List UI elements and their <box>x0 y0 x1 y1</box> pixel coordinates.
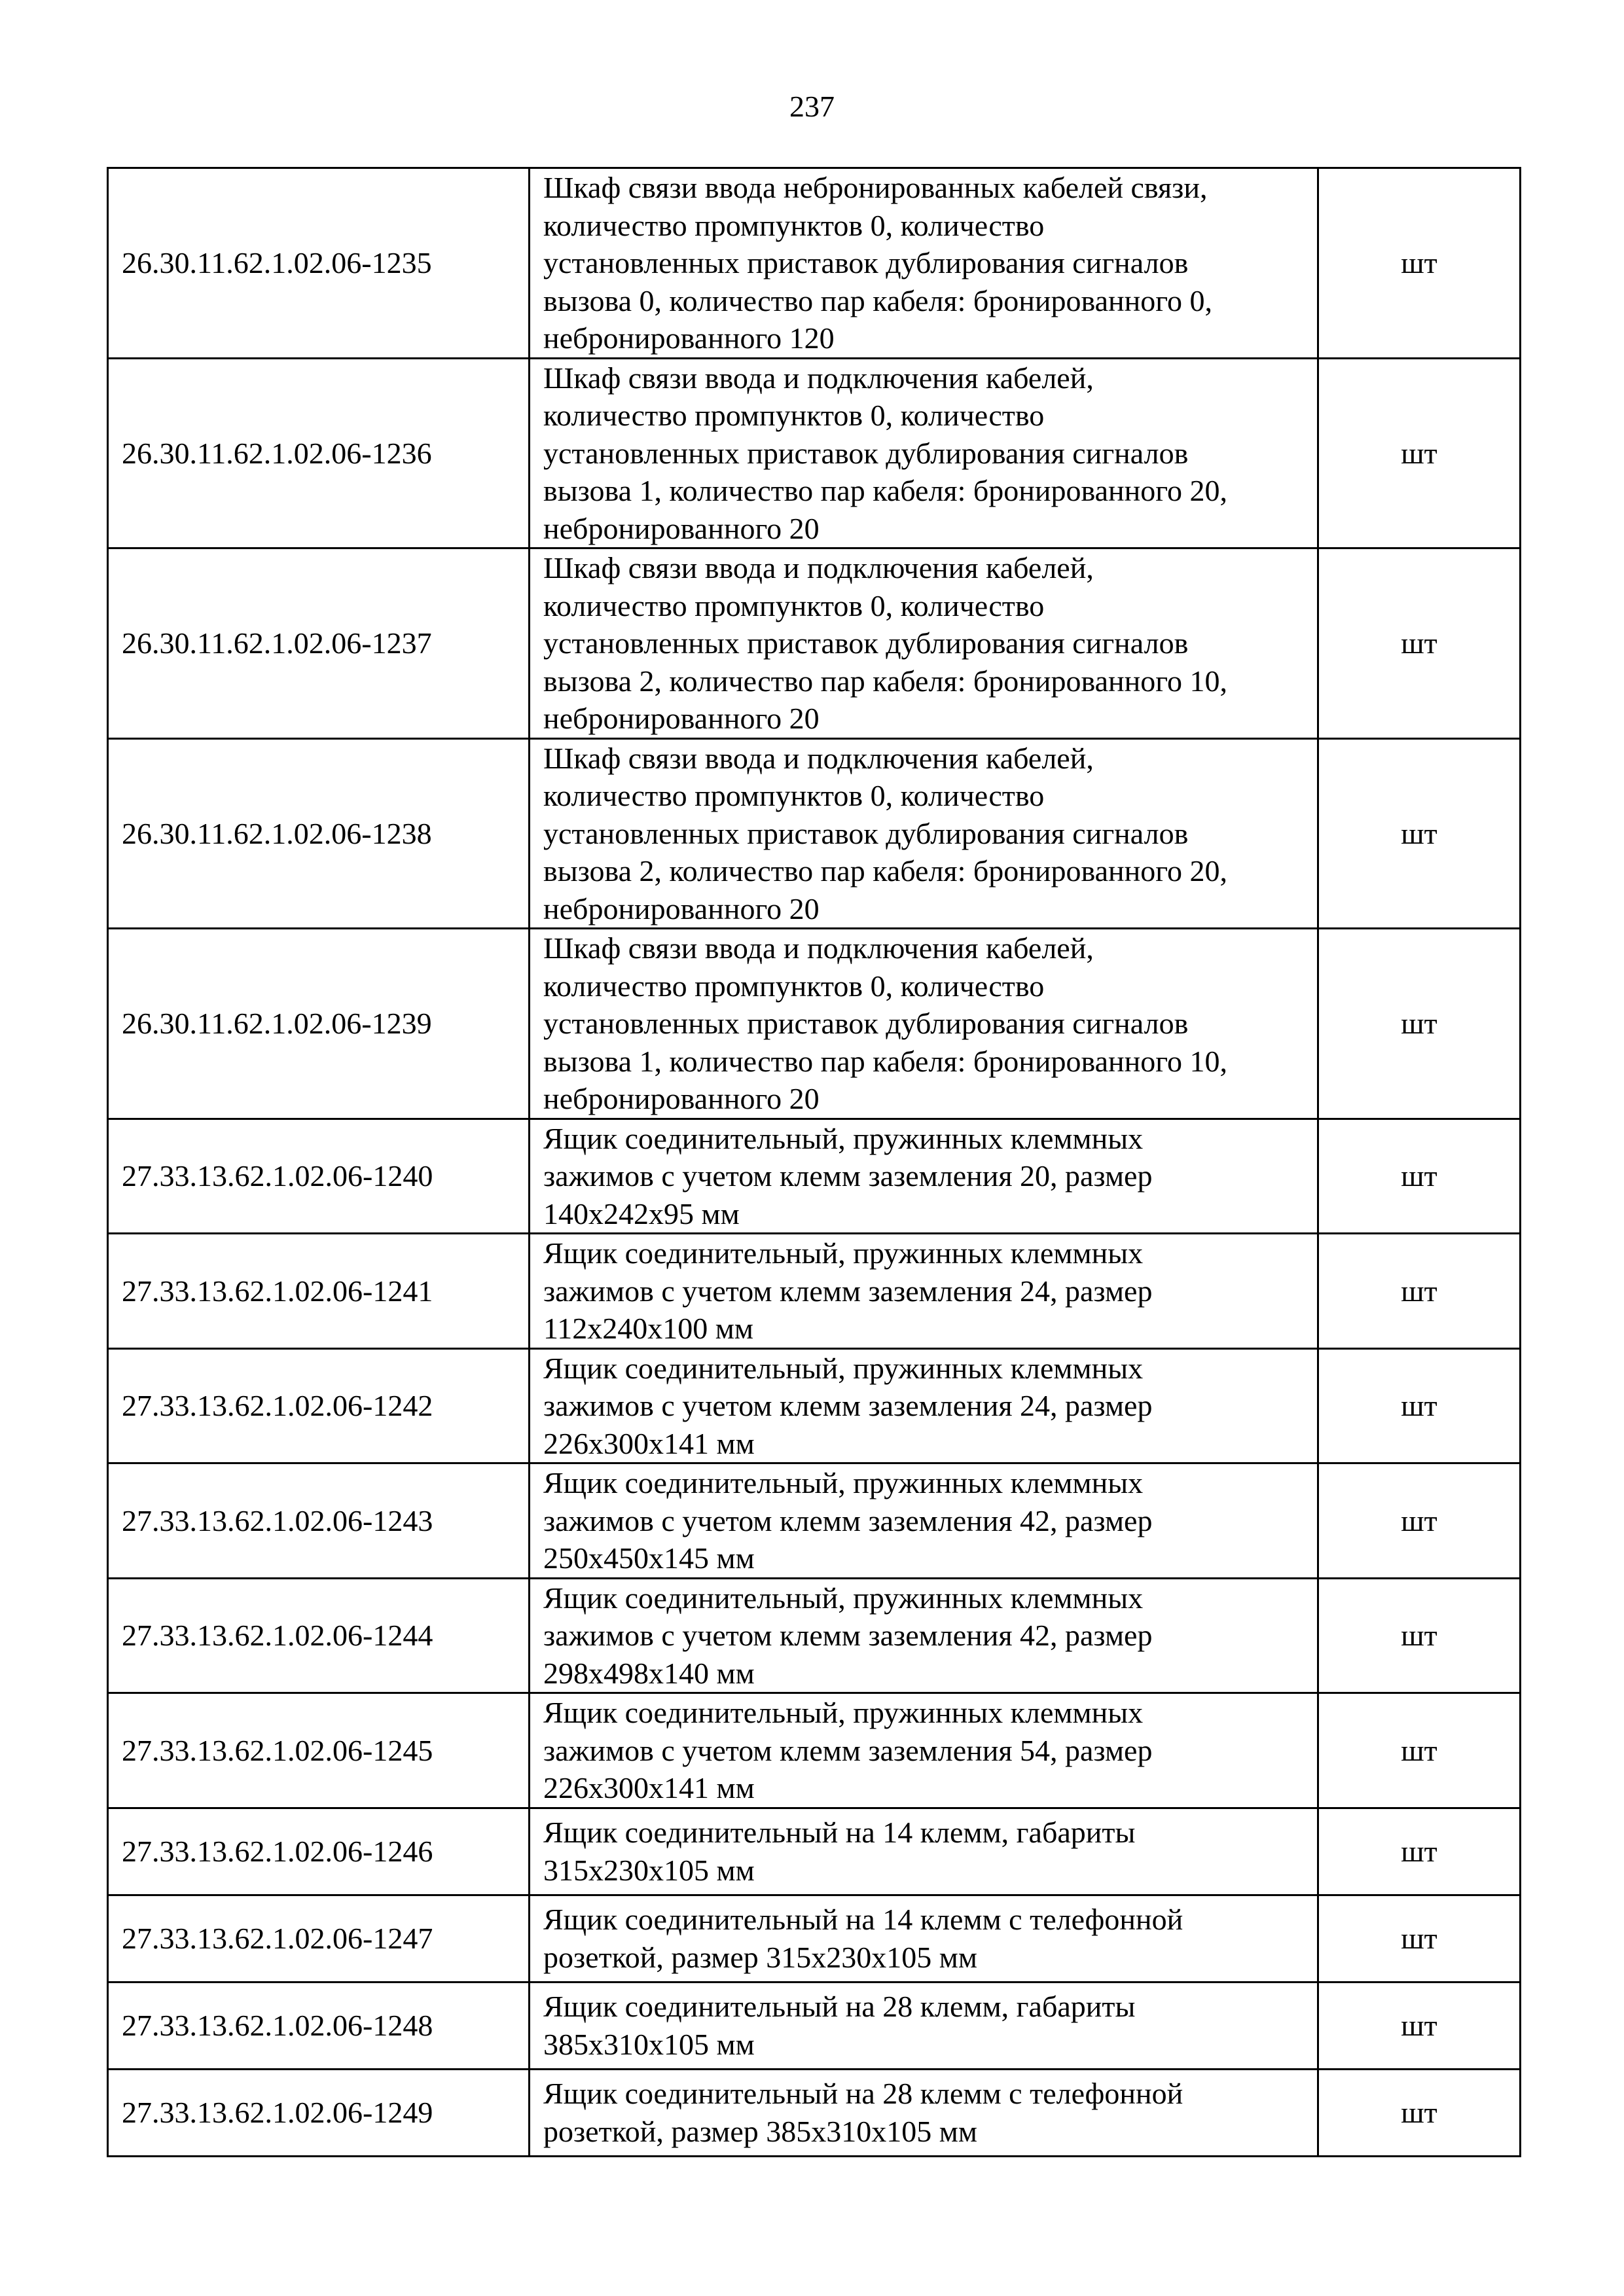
resource-description <box>530 1463 1318 1579</box>
resource-code: 27.33.13.62.1.02.06-1243 <box>108 1463 530 1579</box>
description-line: небронированного 20 <box>543 1082 820 1115</box>
resource-description <box>530 1982 1318 2069</box>
table-row <box>108 1463 1521 1579</box>
unit-of-measure: шт <box>1318 1578 1521 1693</box>
description-line: розеткой, размер 315x230x105 мм <box>543 1940 978 1974</box>
resource-description <box>530 929 1318 1119</box>
description-line: Ящик соединительный, пружинных клеммных <box>543 1581 1144 1615</box>
resource-description <box>530 1895 1318 1982</box>
description-line: 112x240x100 мм <box>543 1312 754 1345</box>
resource-description <box>530 1693 1318 1808</box>
description-line: установленных приставок дублирования сигналов <box>543 816 1189 850</box>
resource-code: 27.33.13.62.1.02.06-1241 <box>108 1234 530 1349</box>
resource-description <box>530 1348 1318 1463</box>
unit-of-measure: шт <box>1318 1463 1521 1579</box>
page-number: 237 <box>789 90 835 123</box>
unit-of-measure: шт <box>1318 1348 1521 1463</box>
resource-code: 27.33.13.62.1.02.06-1248 <box>108 1982 530 2069</box>
table-row <box>108 1348 1521 1463</box>
resource-table <box>107 167 1521 2157</box>
description-line: зажимов с учетом клемм заземления 54, размер <box>543 1733 1153 1767</box>
resource-description <box>530 1234 1318 1349</box>
table-row <box>108 1693 1521 1808</box>
unit-of-measure: шт <box>1318 1693 1521 1808</box>
description-line: Ящик соединительный, пружинных клеммных <box>543 1121 1144 1155</box>
unit-of-measure: шт <box>1318 1982 1521 2069</box>
resource-description <box>530 1578 1318 1693</box>
description-line: зажимов с учетом клемм заземления 42, размер <box>543 1503 1153 1537</box>
description-line: 298x498x140 мм <box>543 1656 755 1690</box>
table-row <box>108 929 1521 1119</box>
description-line: зажимов с учетом клемм заземления 24, размер <box>543 1389 1153 1422</box>
resource-description <box>530 1119 1318 1234</box>
description-line: вызова 1, количество пар кабеля: бронированного 10, <box>543 1044 1227 1078</box>
description-line: установленных приставок дублирования сигналов <box>543 1007 1189 1040</box>
resource-code: 26.30.11.62.1.02.06-1236 <box>108 358 530 548</box>
resource-code: 27.33.13.62.1.02.06-1247 <box>108 1895 530 1982</box>
description-line: 315x230x105 мм <box>543 1853 755 1887</box>
resource-description <box>530 168 1318 359</box>
description-line: небронированного 20 <box>543 891 820 925</box>
description-line: 226x300x141 мм <box>543 1426 755 1460</box>
description-line: Шкаф связи ввода и подключения кабелей, <box>543 741 1094 775</box>
table-row <box>108 168 1521 359</box>
description-line: вызова 2, количество пар кабеля: бронированного 10, <box>543 664 1227 698</box>
unit-of-measure: шт <box>1318 1895 1521 1982</box>
description-line: розеткой, размер 385x310x105 мм <box>543 2114 978 2148</box>
description-line: вызова 1, количество пар кабеля: бронированного 20, <box>543 474 1227 507</box>
table-row <box>108 1808 1521 1895</box>
resource-code: 27.33.13.62.1.02.06-1242 <box>108 1348 530 1463</box>
resource-description <box>530 738 1318 929</box>
description-line: 385x310x105 мм <box>543 2027 755 2061</box>
unit-of-measure: шт <box>1318 2069 1521 2156</box>
description-line: небронированного 120 <box>543 321 835 355</box>
description-line: установленных приставок дублирования сигналов <box>543 626 1189 660</box>
unit-of-measure: шт <box>1318 548 1521 739</box>
description-line: 250x450x145 мм <box>543 1541 755 1575</box>
table-row <box>108 1234 1521 1349</box>
description-line: вызова 0, количество пар кабеля: бронированного 0, <box>543 283 1212 317</box>
description-line: Ящик соединительный, пружинных клеммных <box>543 1351 1144 1385</box>
description-line: количество промпунктов 0, количество <box>543 399 1045 432</box>
description-line: зажимов с учетом клемм заземления 42, размер <box>543 1619 1153 1652</box>
unit-of-measure: шт <box>1318 358 1521 548</box>
unit-of-measure: шт <box>1318 1808 1521 1895</box>
resource-code: 26.30.11.62.1.02.06-1235 <box>108 168 530 359</box>
table-row <box>108 1982 1521 2069</box>
description-line: зажимов с учетом клемм заземления 20, размер <box>543 1159 1153 1193</box>
description-line: небронированного 20 <box>543 511 820 545</box>
table-row <box>108 2069 1521 2156</box>
description-line: количество промпунктов 0, количество <box>543 779 1045 812</box>
description-line: количество промпунктов 0, количество <box>543 969 1045 1003</box>
resource-description <box>530 2069 1318 2156</box>
description-line: Шкаф связи ввода и подключения кабелей, <box>543 931 1094 965</box>
description-line: Ящик соединительный на 28 клемм, габариты <box>543 1990 1136 2023</box>
description-line: Шкаф связи ввода и подключения кабелей, <box>543 551 1094 584</box>
description-line: небронированного 20 <box>543 702 820 735</box>
resource-code: 27.33.13.62.1.02.06-1249 <box>108 2069 530 2156</box>
description-line: Шкаф связи ввода небронированных кабелей связи, <box>543 171 1208 204</box>
table-row <box>108 1578 1521 1693</box>
table-row <box>108 1119 1521 1234</box>
unit-of-measure: шт <box>1318 168 1521 359</box>
unit-of-measure: шт <box>1318 1234 1521 1349</box>
resource-description <box>530 548 1318 739</box>
unit-of-measure: шт <box>1318 929 1521 1119</box>
description-line: установленных приставок дублирования сигналов <box>543 436 1189 470</box>
resource-code: 26.30.11.62.1.02.06-1239 <box>108 929 530 1119</box>
description-line: Ящик соединительный на 14 клемм, габариты <box>543 1816 1136 1849</box>
resource-description <box>530 358 1318 548</box>
resource-code: 27.33.13.62.1.02.06-1244 <box>108 1578 530 1693</box>
table-row <box>108 358 1521 548</box>
description-line: Ящик соединительный, пружинных клеммных <box>543 1466 1144 1499</box>
resource-code: 27.33.13.62.1.02.06-1240 <box>108 1119 530 1234</box>
table-row <box>108 1895 1521 1982</box>
description-line: установленных приставок дублирования сигналов <box>543 246 1189 279</box>
description-line: Ящик соединительный на 14 клемм с телефонной <box>543 1903 1183 1936</box>
description-line: Ящик соединительный, пружинных клеммных <box>543 1696 1144 1729</box>
unit-of-measure: шт <box>1318 738 1521 929</box>
resource-code: 27.33.13.62.1.02.06-1245 <box>108 1693 530 1808</box>
resource-code: 27.33.13.62.1.02.06-1246 <box>108 1808 530 1895</box>
description-line: зажимов с учетом клемм заземления 24, размер <box>543 1274 1153 1308</box>
description-line: Ящик соединительный на 28 клемм с телефонной <box>543 2077 1183 2110</box>
table-row <box>108 738 1521 929</box>
description-line: вызова 2, количество пар кабеля: бронированного 20, <box>543 854 1227 888</box>
resource-code: 26.30.11.62.1.02.06-1238 <box>108 738 530 929</box>
description-line: количество промпунктов 0, количество <box>543 588 1045 622</box>
description-line: 140x242x95 мм <box>543 1196 740 1230</box>
resource-description <box>530 1808 1318 1895</box>
description-line: Шкаф связи ввода и подключения кабелей, <box>543 361 1094 395</box>
resource-code: 26.30.11.62.1.02.06-1237 <box>108 548 530 739</box>
description-line: Ящик соединительный, пружинных клеммных <box>543 1236 1144 1270</box>
unit-of-measure: шт <box>1318 1119 1521 1234</box>
description-line: количество промпунктов 0, количество <box>543 208 1045 242</box>
description-line: 226x300x141 мм <box>543 1771 755 1804</box>
table-row <box>108 548 1521 739</box>
